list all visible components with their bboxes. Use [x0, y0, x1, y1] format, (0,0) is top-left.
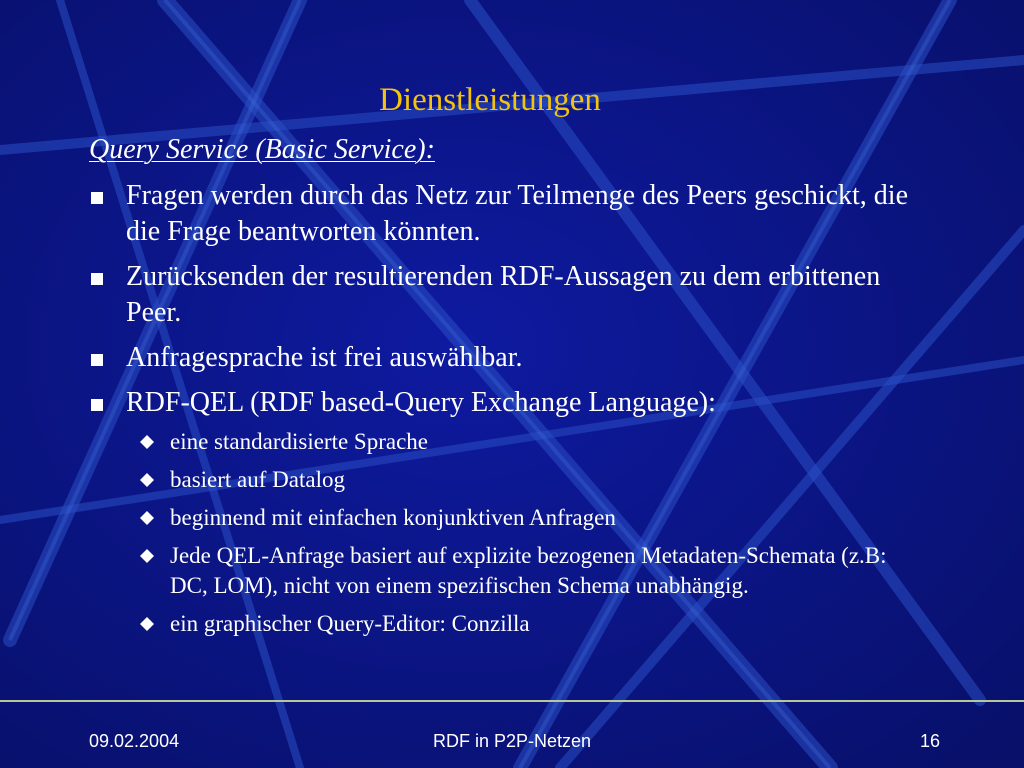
sub-bullet-text: beginnend mit einfachen konjunktiven Anfragen — [170, 505, 616, 530]
bullet-text: Anfragesprache ist frei auswählbar. — [126, 342, 523, 373]
bullet-item — [89, 178, 929, 250]
square-bullet-icon — [91, 399, 103, 411]
diamond-bullet-icon — [139, 616, 155, 632]
bullet-list — [89, 178, 929, 648]
diamond-bullet-icon — [139, 472, 155, 488]
sub-bullet-text: basiert auf Datalog — [170, 467, 345, 492]
bullet-text: Fragen werden durch das Netz zur Teilmenge des Peers geschickt, die die Frage beantworten könnten. — [126, 180, 909, 247]
section-subheading: Query Service (Basic Service): — [89, 134, 435, 165]
sub-bullet-item — [133, 541, 913, 601]
sub-bullet-list — [133, 427, 913, 639]
bullet-item — [89, 385, 929, 639]
sub-bullet-item — [133, 465, 913, 495]
bullet-item — [89, 259, 929, 331]
sub-bullet-text: Jede QEL-Anfrage basiert auf explizite bezogenen Metadaten-Schemata (z.B: DC, LOM), nicht von einem spezifischen Schema unabhängig. — [170, 543, 887, 598]
footer-title: RDF in P2P-Netzen — [432, 731, 592, 751]
sub-bullet-text: eine standardisierte Sprache — [170, 429, 428, 454]
sub-bullet-item — [133, 609, 913, 639]
diamond-bullet-icon — [139, 510, 155, 526]
footer-divider — [0, 700, 1024, 702]
bullet-text: Zurücksenden der resultierenden RDF-Aussagen zu dem erbittenen Peer. — [126, 261, 881, 328]
square-bullet-icon — [91, 273, 103, 285]
bullet-item — [89, 340, 929, 376]
sub-bullet-item — [133, 427, 913, 457]
sub-bullet-text: ein graphischer Query-Editor: Conzilla — [170, 611, 530, 636]
diamond-bullet-icon — [139, 434, 155, 450]
square-bullet-icon — [91, 354, 103, 366]
slide-title: Dienstleistungen — [379, 82, 601, 118]
diamond-bullet-icon — [139, 548, 155, 564]
footer-date: 09.02.2004 — [89, 731, 180, 751]
page-number: 16 — [919, 731, 940, 751]
sub-bullet-item — [133, 503, 913, 533]
square-bullet-icon — [91, 192, 103, 204]
bullet-text: RDF-QEL (RDF based-Query Exchange Language): — [126, 387, 716, 418]
